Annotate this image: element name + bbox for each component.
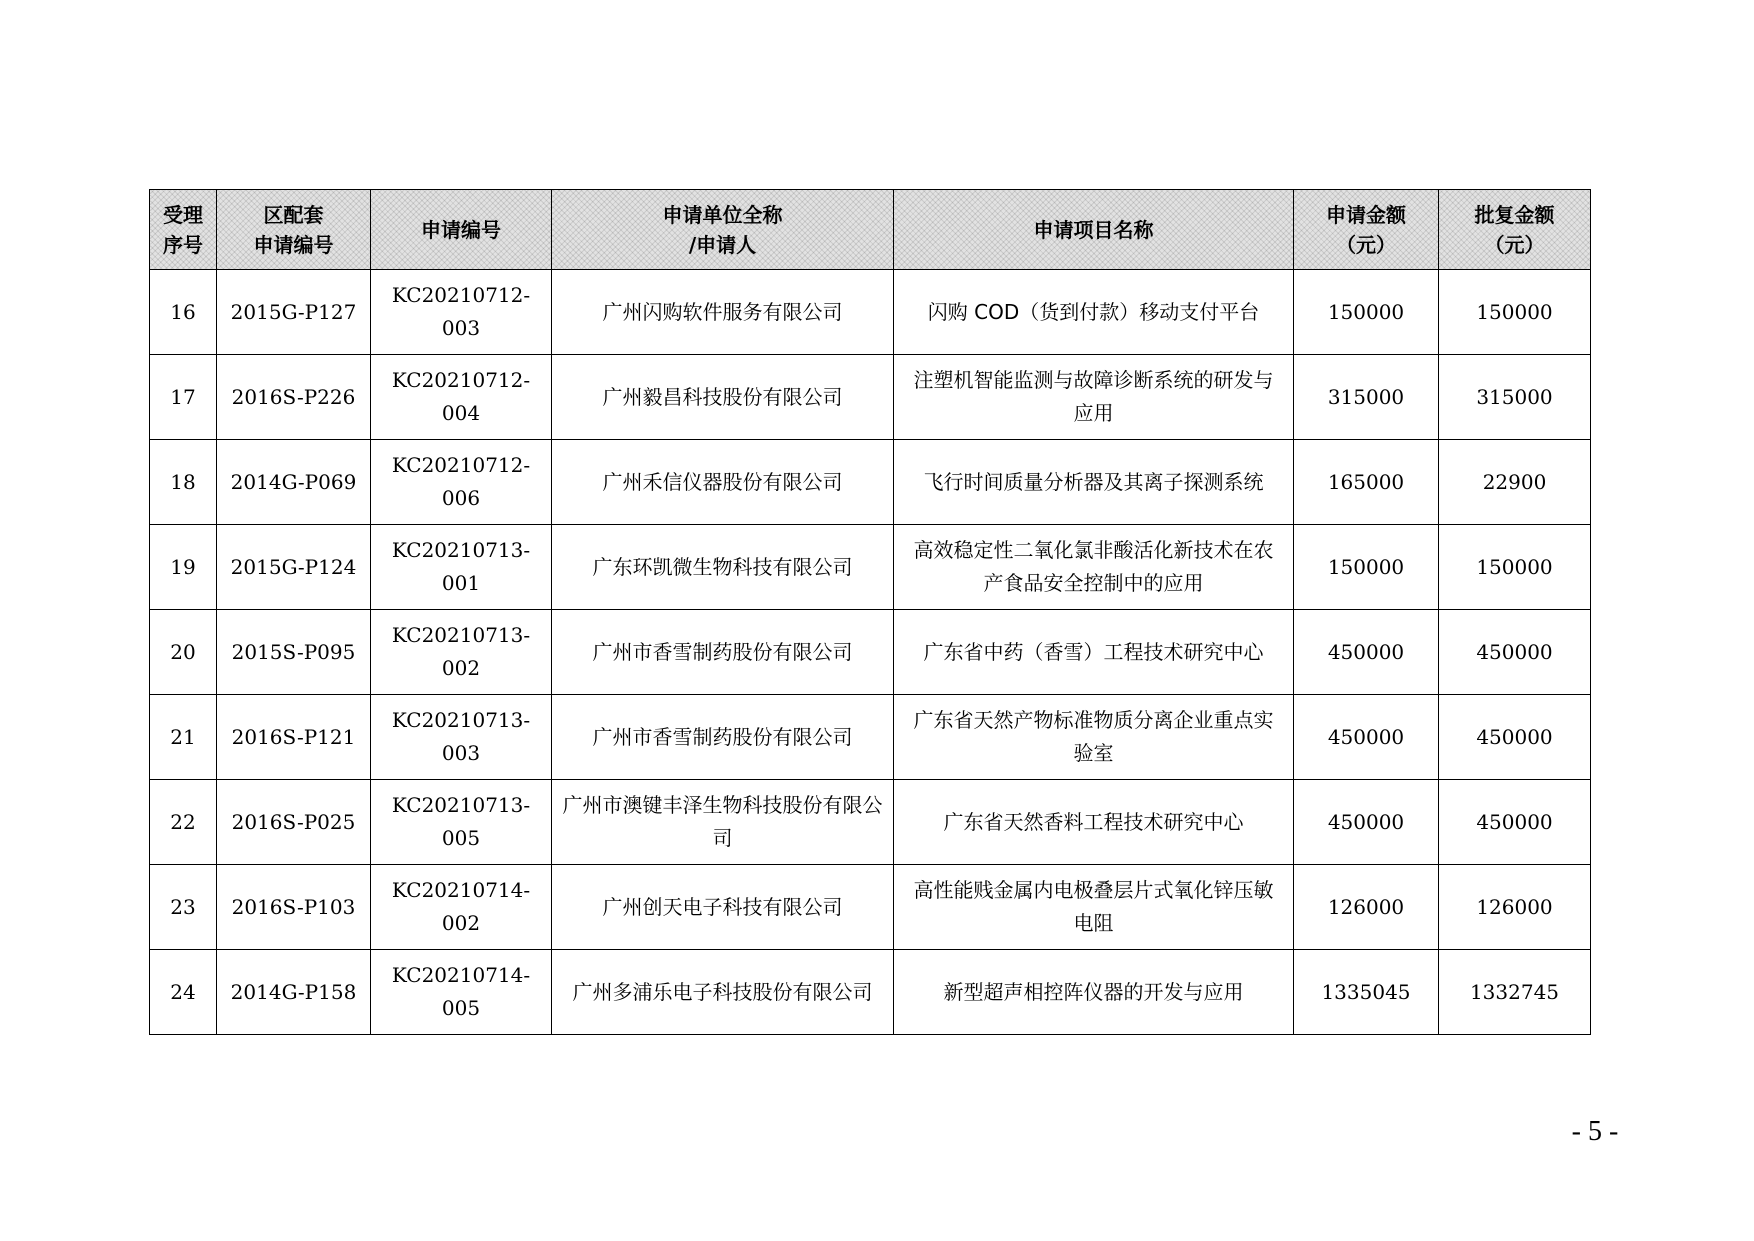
table-row bbox=[150, 355, 1591, 440]
cell-app-no: KC20210712-004 bbox=[371, 355, 552, 440]
cell-zone-no: 2016S-P025 bbox=[217, 780, 371, 865]
table-row bbox=[150, 780, 1591, 865]
cell-seq: 22 bbox=[150, 780, 217, 865]
cell-approved: 1332745 bbox=[1439, 950, 1591, 1035]
grant-approval-table bbox=[149, 189, 1591, 1035]
cell-app-no: KC20210713-001 bbox=[371, 525, 552, 610]
cell-applicant: 广州闪购软件服务有限公司 bbox=[552, 270, 894, 355]
cell-requested: 150000 bbox=[1294, 525, 1439, 610]
cell-app-no: KC20210713-002 bbox=[371, 610, 552, 695]
cell-app-no: KC20210714-005 bbox=[371, 950, 552, 1035]
cell-requested: 315000 bbox=[1294, 355, 1439, 440]
cell-approved: 450000 bbox=[1439, 780, 1591, 865]
header-seq-line2: 序号 bbox=[163, 232, 203, 257]
header-zone-no-line2: 申请编号 bbox=[253, 232, 334, 257]
header-applicant bbox=[552, 190, 894, 270]
table-header-row bbox=[150, 190, 1591, 270]
cell-applicant: 广州创天电子科技有限公司 bbox=[552, 865, 894, 950]
cell-zone-no: 2015G-P124 bbox=[217, 525, 371, 610]
cell-requested: 450000 bbox=[1294, 780, 1439, 865]
cell-applicant: 广州禾信仪器股份有限公司 bbox=[552, 440, 894, 525]
header-seq-line1: 受理 bbox=[163, 202, 203, 227]
cell-requested: 165000 bbox=[1294, 440, 1439, 525]
cell-approved: 315000 bbox=[1439, 355, 1591, 440]
cell-approved: 450000 bbox=[1439, 610, 1591, 695]
header-project bbox=[894, 190, 1294, 270]
cell-applicant: 广州市香雪制药股份有限公司 bbox=[552, 610, 894, 695]
cell-project: 广东省中药（香雪）工程技术研究中心 bbox=[894, 610, 1294, 695]
header-requested-line1: 申请金额 bbox=[1326, 202, 1406, 227]
cell-seq: 21 bbox=[150, 695, 217, 780]
cell-applicant: 广东环凯微生物科技有限公司 bbox=[552, 525, 894, 610]
cell-applicant: 广州市澳键丰泽生物科技股份有限公司 bbox=[552, 780, 894, 865]
cell-project: 注塑机智能监测与故障诊断系统的研发与应用 bbox=[894, 355, 1294, 440]
cell-seq: 23 bbox=[150, 865, 217, 950]
table-row bbox=[150, 440, 1591, 525]
header-zone-no bbox=[217, 190, 371, 270]
cell-seq: 19 bbox=[150, 525, 217, 610]
table-row bbox=[150, 525, 1591, 610]
table-row bbox=[150, 950, 1591, 1035]
cell-app-no: KC20210712-006 bbox=[371, 440, 552, 525]
cell-zone-no: 2016S-P226 bbox=[217, 355, 371, 440]
cell-seq: 18 bbox=[150, 440, 217, 525]
cell-app-no: KC20210712-003 bbox=[371, 270, 552, 355]
cell-zone-no: 2015G-P127 bbox=[217, 270, 371, 355]
header-app-no-line1: 申请编号 bbox=[421, 217, 501, 242]
cell-applicant: 广州毅昌科技股份有限公司 bbox=[552, 355, 894, 440]
cell-project: 广东省天然产物标准物质分离企业重点实验室 bbox=[894, 695, 1294, 780]
header-approved-line1: 批复金额 bbox=[1474, 202, 1555, 227]
cell-seq: 16 bbox=[150, 270, 217, 355]
cell-project: 飞行时间质量分析器及其离子探测系统 bbox=[894, 440, 1294, 525]
cell-project: 高性能贱金属内电极叠层片式氧化锌压敏电阻 bbox=[894, 865, 1294, 950]
cell-requested: 150000 bbox=[1294, 270, 1439, 355]
header-approved bbox=[1439, 190, 1591, 270]
header-requested-line2: （元） bbox=[1336, 232, 1396, 257]
cell-zone-no: 2014G-P069 bbox=[217, 440, 371, 525]
cell-approved: 22900 bbox=[1439, 440, 1591, 525]
cell-applicant: 广州市香雪制药股份有限公司 bbox=[552, 695, 894, 780]
cell-seq: 24 bbox=[150, 950, 217, 1035]
cell-requested: 126000 bbox=[1294, 865, 1439, 950]
cell-project: 新型超声相控阵仪器的开发与应用 bbox=[894, 950, 1294, 1035]
header-approved-line2: （元） bbox=[1484, 232, 1545, 257]
table-row bbox=[150, 695, 1591, 780]
cell-app-no: KC20210713-005 bbox=[371, 780, 552, 865]
cell-app-no: KC20210714-002 bbox=[371, 865, 552, 950]
header-seq bbox=[150, 190, 217, 270]
header-project-line1: 申请项目名称 bbox=[1033, 217, 1154, 242]
cell-project: 闪购 COD（货到付款）移动支付平台 bbox=[894, 270, 1294, 355]
page-number: - 5 - bbox=[1571, 1116, 1619, 1147]
cell-requested: 1335045 bbox=[1294, 950, 1439, 1035]
cell-approved: 450000 bbox=[1439, 695, 1591, 780]
cell-seq: 17 bbox=[150, 355, 217, 440]
cell-zone-no: 2015S-P095 bbox=[217, 610, 371, 695]
cell-applicant: 广州多浦乐电子科技股份有限公司 bbox=[552, 950, 894, 1035]
cell-requested: 450000 bbox=[1294, 695, 1439, 780]
header-applicant-line2: /申请人 bbox=[688, 232, 757, 257]
cell-seq: 20 bbox=[150, 610, 217, 695]
table-row bbox=[150, 610, 1591, 695]
header-requested bbox=[1294, 190, 1439, 270]
cell-zone-no: 2016S-P121 bbox=[217, 695, 371, 780]
cell-project: 广东省天然香料工程技术研究中心 bbox=[894, 780, 1294, 865]
header-zone-no-line1: 区配套 bbox=[263, 202, 324, 227]
cell-project: 高效稳定性二氧化氯非酸活化新技术在农产食品安全控制中的应用 bbox=[894, 525, 1294, 610]
cell-app-no: KC20210713-003 bbox=[371, 695, 552, 780]
header-app-no bbox=[371, 190, 552, 270]
cell-approved: 150000 bbox=[1439, 525, 1591, 610]
cell-zone-no: 2016S-P103 bbox=[217, 865, 371, 950]
table-row bbox=[150, 270, 1591, 355]
cell-zone-no: 2014G-P158 bbox=[217, 950, 371, 1035]
table-row bbox=[150, 865, 1591, 950]
cell-approved: 126000 bbox=[1439, 865, 1591, 950]
cell-requested: 450000 bbox=[1294, 610, 1439, 695]
header-applicant-line1: 申请单位全称 bbox=[662, 202, 783, 227]
cell-approved: 150000 bbox=[1439, 270, 1591, 355]
